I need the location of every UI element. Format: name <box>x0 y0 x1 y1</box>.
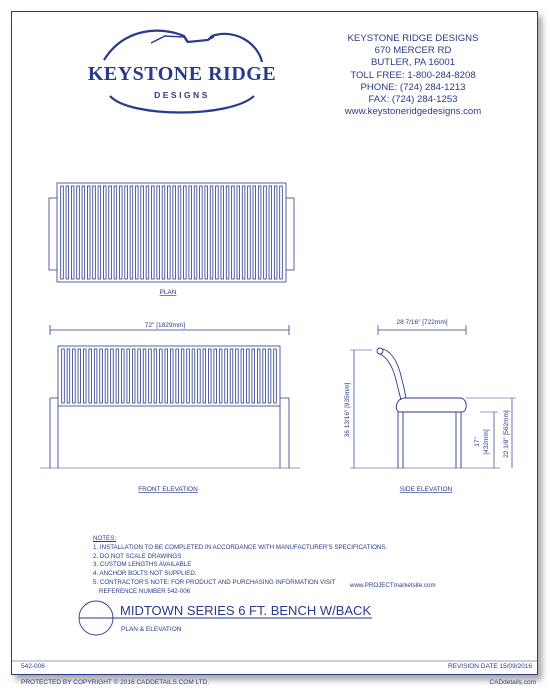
front-slat <box>165 349 168 403</box>
front-slat <box>203 349 206 403</box>
plan-slat <box>248 186 251 279</box>
plan-slat <box>71 186 74 279</box>
plan-slat <box>237 186 240 279</box>
dim-length: 72" [1829mm] <box>144 322 186 329</box>
plan-slat <box>269 186 272 279</box>
title-sub: PLAN & ELEVATION <box>121 626 182 633</box>
plan-slat <box>109 186 112 279</box>
plan-slat <box>162 186 165 279</box>
front-slat <box>214 349 217 403</box>
plan-slat <box>221 186 224 279</box>
plan-slat <box>66 186 69 279</box>
plan-slat <box>157 186 160 279</box>
plan-slat <box>87 186 90 279</box>
notes-heading: NOTES: <box>93 535 117 542</box>
front-slat <box>241 349 244 403</box>
plan-slat <box>258 186 261 279</box>
front-slat <box>225 349 228 403</box>
front-slat <box>236 349 239 403</box>
side-elevation <box>350 325 516 468</box>
plan-label: PLAN <box>159 289 177 296</box>
front-slat <box>160 349 163 403</box>
plan-slat <box>194 186 197 279</box>
plan-slat <box>93 186 96 279</box>
plan-slat <box>232 186 235 279</box>
plan-slat <box>82 186 85 279</box>
front-slat <box>170 349 173 403</box>
plan-slat <box>98 186 101 279</box>
plan-slat <box>242 186 245 279</box>
note-item: 5. CONTRACTOR'S NOTE: FOR PRODUCT AND PURCHASING INFORMATION VISIT <box>93 578 336 586</box>
plan-slat <box>114 186 117 279</box>
dim-depth: 28 7/16" [722mm] <box>396 319 448 326</box>
front-slat <box>192 349 195 403</box>
marketsite-link[interactable]: www.PROJECTmarketsite.com <box>350 582 436 589</box>
front-slat <box>187 349 190 403</box>
front-slat <box>247 349 250 403</box>
plan-slat <box>146 186 149 279</box>
contact-block <box>333 33 493 118</box>
contact-address2: BUTLER, PA 16001 <box>370 57 456 69</box>
front-slat <box>94 349 97 403</box>
plan-slat <box>141 186 144 279</box>
front-slat <box>89 349 92 403</box>
revision-date: REVISION DATE 15/09/2016 <box>447 663 532 670</box>
front-slat <box>83 349 86 403</box>
plan-slat <box>77 186 80 279</box>
note-item: 1. INSTALLATION TO BE COMPLETED IN ACCORDANCE WITH MANUFACTURER'S SPECIFICATIONS. <box>93 543 388 551</box>
front-slat <box>138 349 141 403</box>
contact-phone: PHONE: (724) 284-1213 <box>360 81 466 93</box>
dim-arm-height: 22 1/8" [562mm] <box>503 410 510 458</box>
front-slat <box>219 349 222 403</box>
contact-fax: FAX: (724) 284-1253 <box>368 94 458 106</box>
front-slat <box>105 349 108 403</box>
contact-website[interactable]: www.keystoneridgedesigns.com <box>344 106 482 118</box>
plan-slat <box>152 186 155 279</box>
copyright: PROTECTED BY COPYRIGHT © 2016 CADDETAILS.COM LTD. <box>21 679 210 686</box>
front-slat <box>208 349 211 403</box>
logo-sub: DESIGNS <box>154 90 210 100</box>
plan-slat <box>274 186 277 279</box>
front-slat <box>263 349 266 403</box>
logo-company: KEYSTONE RIDGE <box>87 63 277 85</box>
side-label: SIDE ELEVATION <box>399 486 453 493</box>
dim-height: 36 13/16" [935mm] <box>344 382 351 438</box>
front-slat <box>154 349 157 403</box>
plan-slat <box>119 186 122 279</box>
front-slat <box>78 349 81 403</box>
plan-slat <box>264 186 267 279</box>
plan-slat <box>168 186 171 279</box>
plan-slat <box>205 186 208 279</box>
plan-slat <box>125 186 128 279</box>
plan-slat <box>200 186 203 279</box>
front-slat <box>143 349 146 403</box>
plan-slat <box>173 186 176 279</box>
dim-seat-height: 17" <box>474 437 481 447</box>
contact-tollfree: TOLL FREE: 1-800-284-8208 <box>350 69 476 81</box>
plan-view <box>49 183 294 282</box>
plan-slat <box>130 186 133 279</box>
plan-slat <box>103 186 106 279</box>
plan-slat <box>184 186 187 279</box>
front-slat <box>274 349 277 403</box>
note-item: 4. ANCHOR BOLTS NOT SUPPLIED. <box>93 570 197 578</box>
front-slat <box>198 349 201 403</box>
front-slat <box>121 349 124 403</box>
footer-brand: CADdetails.com <box>489 679 536 686</box>
front-slat <box>181 349 184 403</box>
front-slat <box>116 349 119 403</box>
front-slat <box>111 349 114 403</box>
contact-address1: 670 MERCER RD <box>374 45 452 57</box>
note-item: 3. CUSTOM LENGTHS AVAILABLE <box>93 561 192 569</box>
contact-name: KEYSTONE RIDGE DESIGNS <box>347 33 479 44</box>
front-slat <box>268 349 271 403</box>
notes-block <box>93 535 387 597</box>
dim-seat-height-mm: [432mm] <box>483 429 490 455</box>
plan-slat <box>61 186 64 279</box>
front-slat <box>73 349 76 403</box>
front-slat <box>127 349 130 403</box>
plan-slat <box>280 186 283 279</box>
plan-slat <box>135 186 138 279</box>
front-slat <box>149 349 152 403</box>
plan-slat <box>210 186 213 279</box>
front-slat <box>230 349 233 403</box>
front-slat <box>62 349 65 403</box>
front-label: FRONT ELEVATION <box>138 486 198 493</box>
front-slat <box>257 349 260 403</box>
front-slat <box>132 349 135 403</box>
plan-slat <box>178 186 181 279</box>
note-reference: REFERENCE NUMBER 542-006 <box>99 587 191 595</box>
title-main: MIDTOWN SERIES 6 FT. BENCH W/BACK <box>120 603 372 618</box>
front-slat <box>67 349 70 403</box>
front-slat <box>252 349 255 403</box>
front-elevation <box>40 325 300 468</box>
note-item: 2. DO NOT SCALE DRAWINGS <box>93 552 182 560</box>
plan-slat <box>216 186 219 279</box>
front-slat <box>100 349 103 403</box>
front-slat <box>176 349 179 403</box>
plan-slat <box>189 186 192 279</box>
sheet-number: 542-006 <box>21 663 45 670</box>
plan-slat <box>226 186 229 279</box>
plan-slat <box>253 186 256 279</box>
